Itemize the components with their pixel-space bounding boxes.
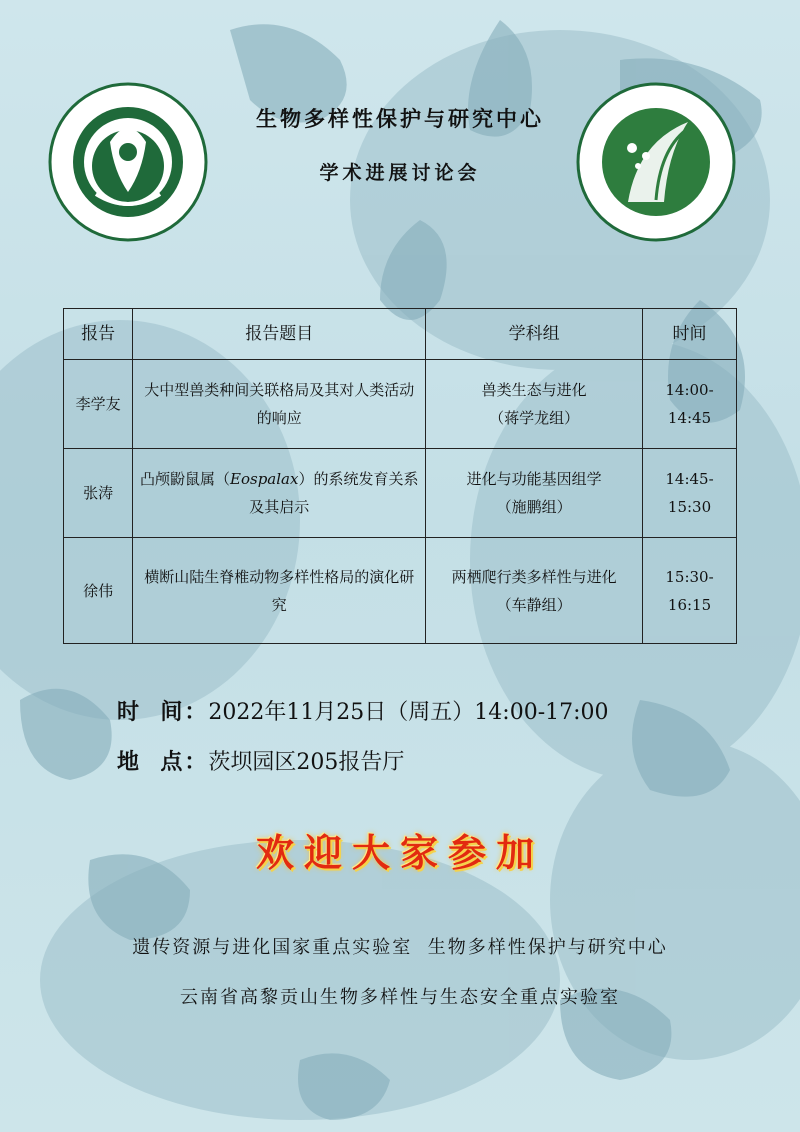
- event-place-label: 地 点：: [117, 750, 209, 775]
- column-header-topic: 报告题目: [133, 309, 426, 360]
- state-key-lab-genetic-resources-logo: [576, 82, 736, 242]
- group-name: 两栖爬行类多样性与进化: [451, 567, 617, 586]
- table-row: [64, 449, 737, 538]
- speaker-cell: 徐伟: [64, 538, 133, 644]
- organizers-line-2: 云南省高黎贡山生物多样性与生态安全重点实验室: [180, 987, 620, 1008]
- column-header-speaker: 报告: [64, 309, 133, 360]
- column-header-group: 学科组: [426, 309, 643, 360]
- speaker-cell: 张涛: [64, 449, 133, 538]
- page-subtitle: 学术进展讨论会: [319, 162, 481, 184]
- group-name: 兽类生态与进化: [481, 381, 587, 399]
- organizers-line-1: 遗传资源与进化国家重点实验室 生物多样性保护与研究中心: [132, 937, 668, 958]
- group-lead: （车静组）: [496, 595, 572, 614]
- event-time-value: 2022年11月25日（周五）14:00-17:00: [208, 700, 609, 725]
- table-row: [64, 538, 737, 644]
- group-cell: [426, 538, 643, 644]
- group-lead: （施鹏组）: [496, 498, 572, 516]
- time-cell: 14:45-15:30: [643, 449, 737, 538]
- group-name: 进化与功能基因组学: [466, 470, 602, 488]
- topic-genus-name: Eospalax: [230, 470, 299, 488]
- topic-cell: [133, 449, 426, 538]
- kunming-institute-zoology-logo: [48, 82, 208, 242]
- topic-prefix: 凸颅鼢鼠属（: [140, 470, 231, 488]
- topic-suffix: ）的系统发育关系及其启示: [249, 470, 419, 516]
- welcome-banner: 欢迎大家参加: [255, 830, 544, 875]
- table-header-row: [64, 309, 737, 360]
- topic-cell: 横断山陆生脊椎动物多样性格局的演化研究: [133, 538, 426, 644]
- column-header-time: 时间: [643, 309, 737, 360]
- time-cell: 14:00-14:45: [643, 360, 737, 449]
- speaker-cell: 李学友: [64, 360, 133, 449]
- table-row: [64, 360, 737, 449]
- event-time: [117, 695, 609, 726]
- group-cell: [426, 360, 643, 449]
- event-place-value: 茨坝园区205报告厅: [208, 750, 405, 775]
- event-time-label: 时 间：: [117, 700, 209, 725]
- group-lead: （蒋学龙组）: [489, 409, 580, 427]
- time-cell: 15:30-16:15: [643, 538, 737, 644]
- event-place: [117, 745, 404, 776]
- schedule-table: [63, 308, 737, 644]
- topic-cell: 大中型兽类种间关联格局及其对人类活动的响应: [133, 360, 426, 449]
- page-title: 生物多样性保护与研究中心: [256, 107, 544, 131]
- group-cell: [426, 449, 643, 538]
